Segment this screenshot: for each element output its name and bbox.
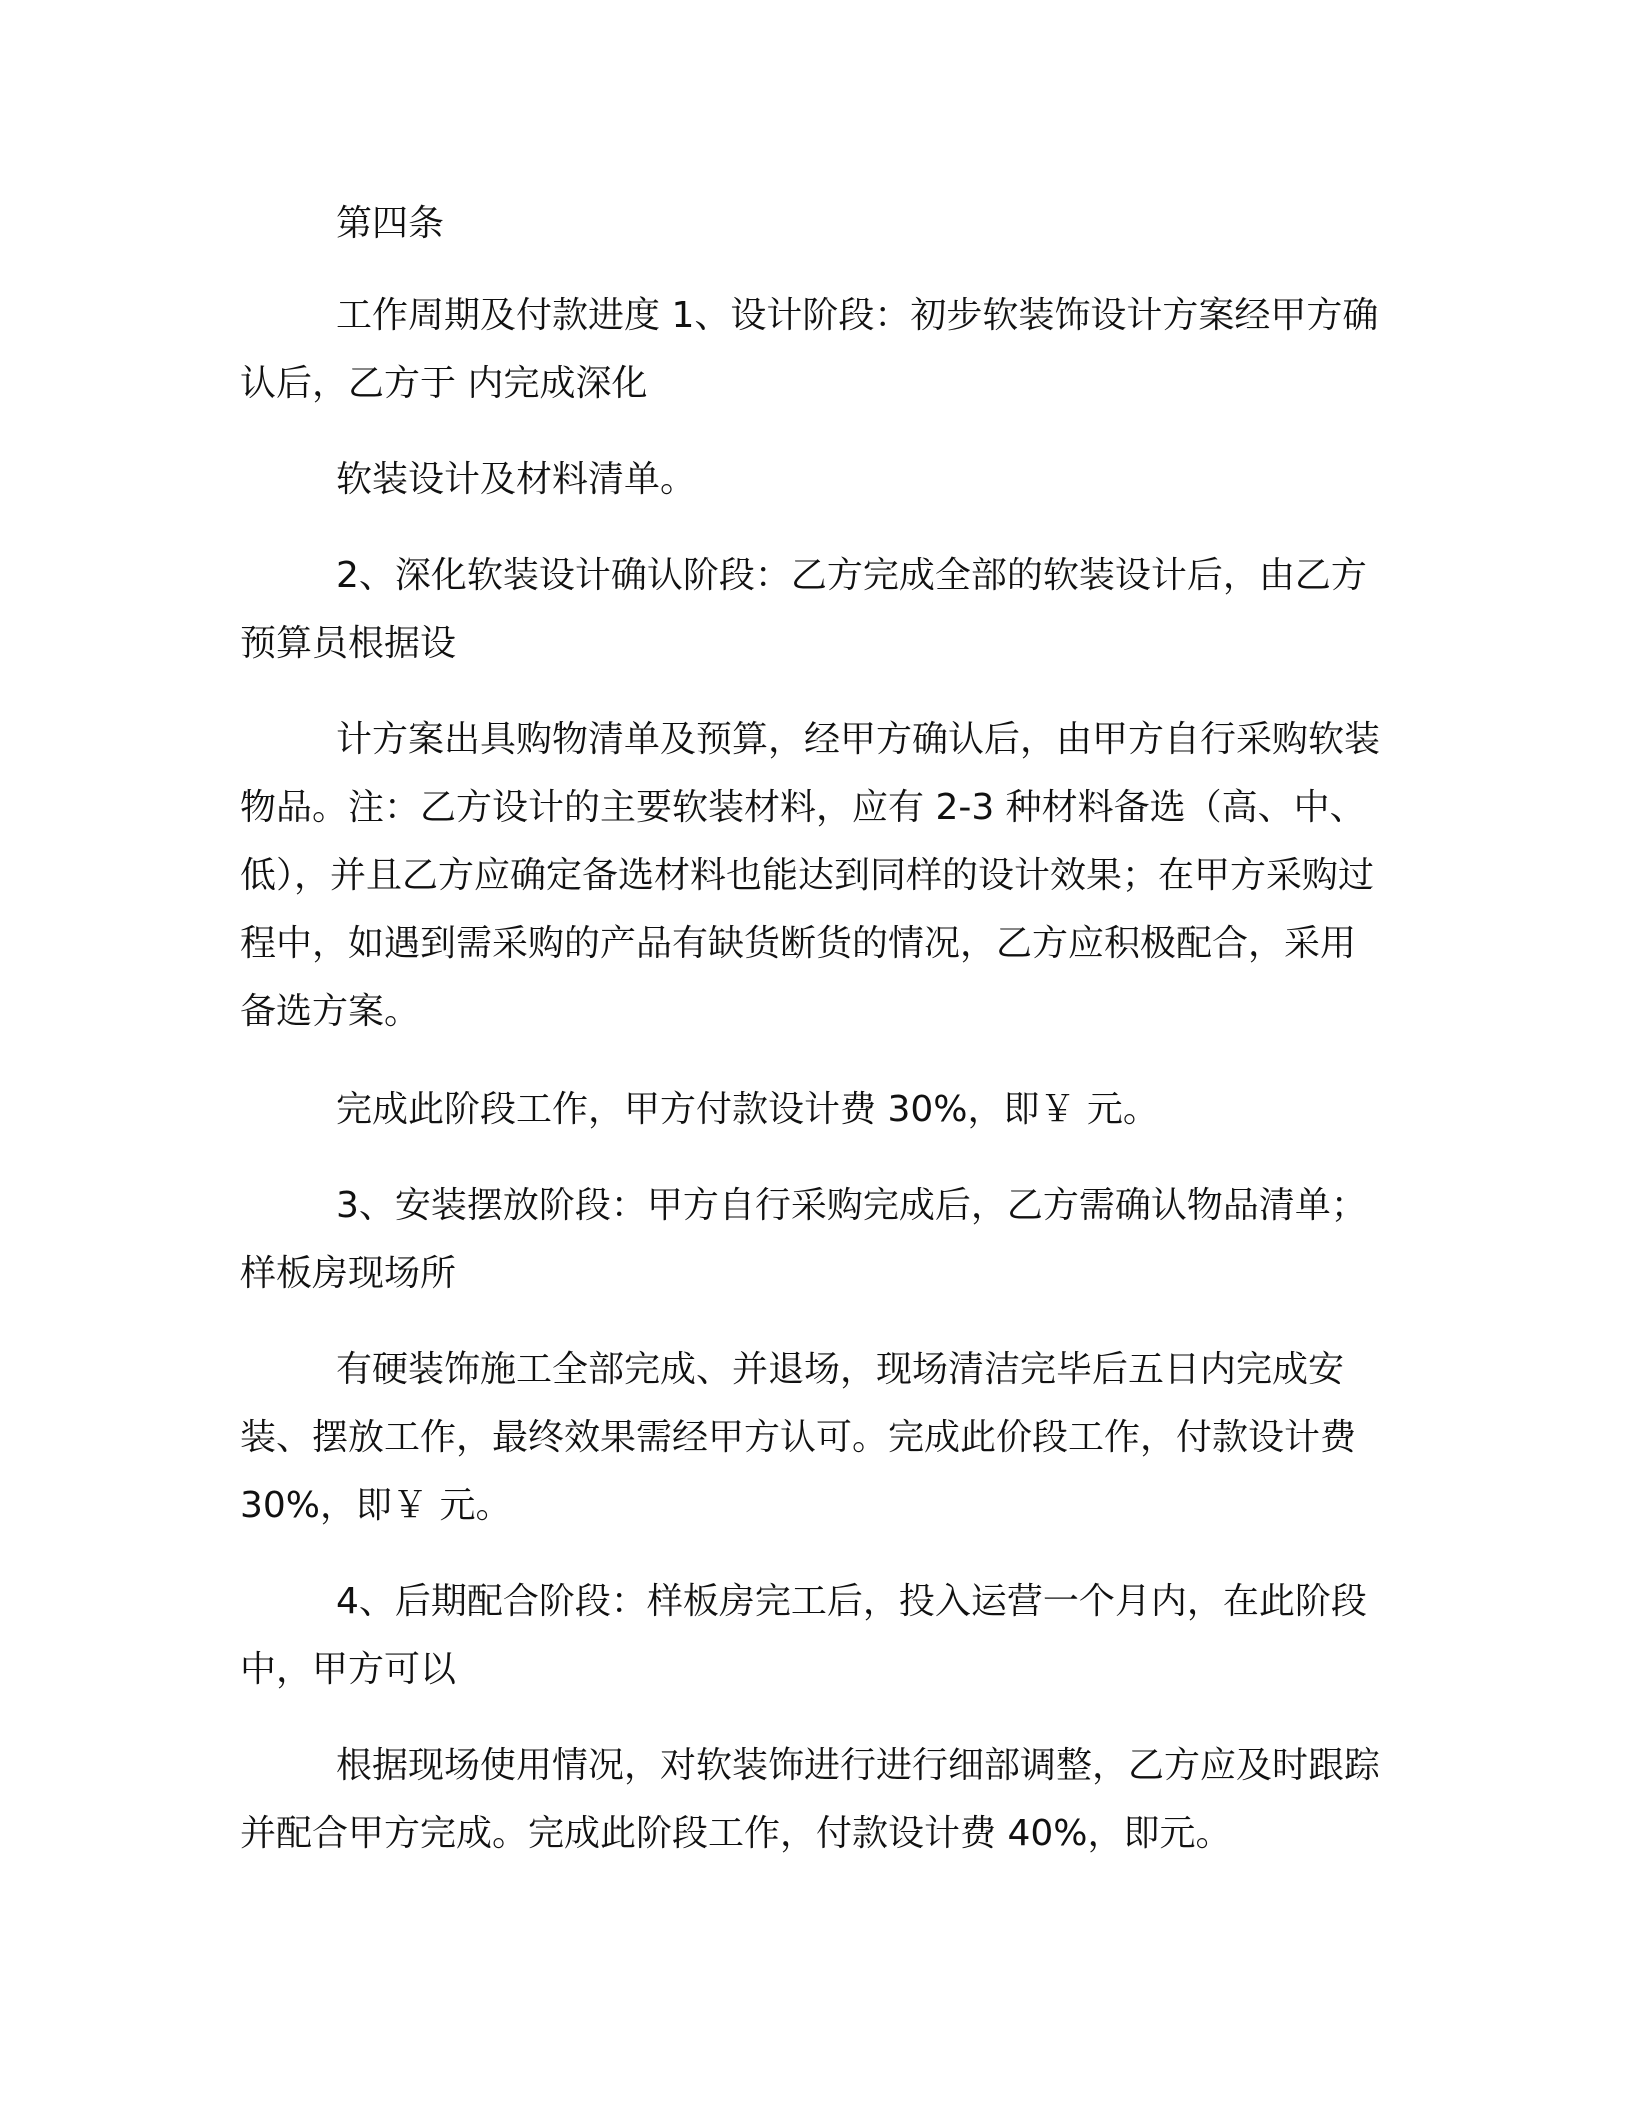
document-body — [240, 190, 1380, 1868]
paragraph-later-stage: 4、后期配合阶段：样板房完工后，投入运营一个月内，在此阶段中，甲方可以 — [240, 1581, 1367, 1690]
paragraph-deepening-stage: 2、深化软装设计确认阶段：乙方完成全部的软装设计后，由乙方预算员根据设 — [240, 555, 1367, 664]
article-heading: 第四条 — [336, 203, 445, 244]
paragraph-budget-purchase: 计方案出具购物清单及预算，经甲方确认后，由甲方自行采购软装物品。注：乙方设计的主要软装材料，应有 2-3 种材料备选（高、中、低），并且乙方应确定备选材料也能达到同样的设计效果；在甲方采购过程中，如遇到需采购的产品有缺货断货的情况，乙方应积极配合，采用备选方案。 — [240, 719, 1381, 1032]
paragraph-work-cycle: 工作周期及付款进度 1、设计阶段：初步软装饰设计方案经甲方确认后，乙方于 内完成深化 — [240, 295, 1379, 404]
paragraph-installation-stage: 3、安装摆放阶段：甲方自行采购完成后，乙方需确认物品清单；样板房现场所 — [240, 1185, 1367, 1294]
paragraph-payment-30-first: 完成此阶段工作，甲方付款设计费 30%，即￥ 元。 — [336, 1089, 1159, 1130]
paragraph-installation-payment: 有硬装饰施工全部完成、并退场，现场清洁完毕后五日内完成安装、摆放工作，最终效果需经甲方认可。完成此价段工作，付款设计费 30%，即￥ 元。 — [240, 1349, 1357, 1526]
paragraph-final-payment: 根据现场使用情况，对软装饰进行进行细部调整，乙方应及时跟踪并配合甲方完成。完成此阶段工作，付款设计费 40%，即元。 — [240, 1745, 1381, 1854]
paragraph-design-materials: 软装设计及材料清单。 — [336, 459, 697, 500]
